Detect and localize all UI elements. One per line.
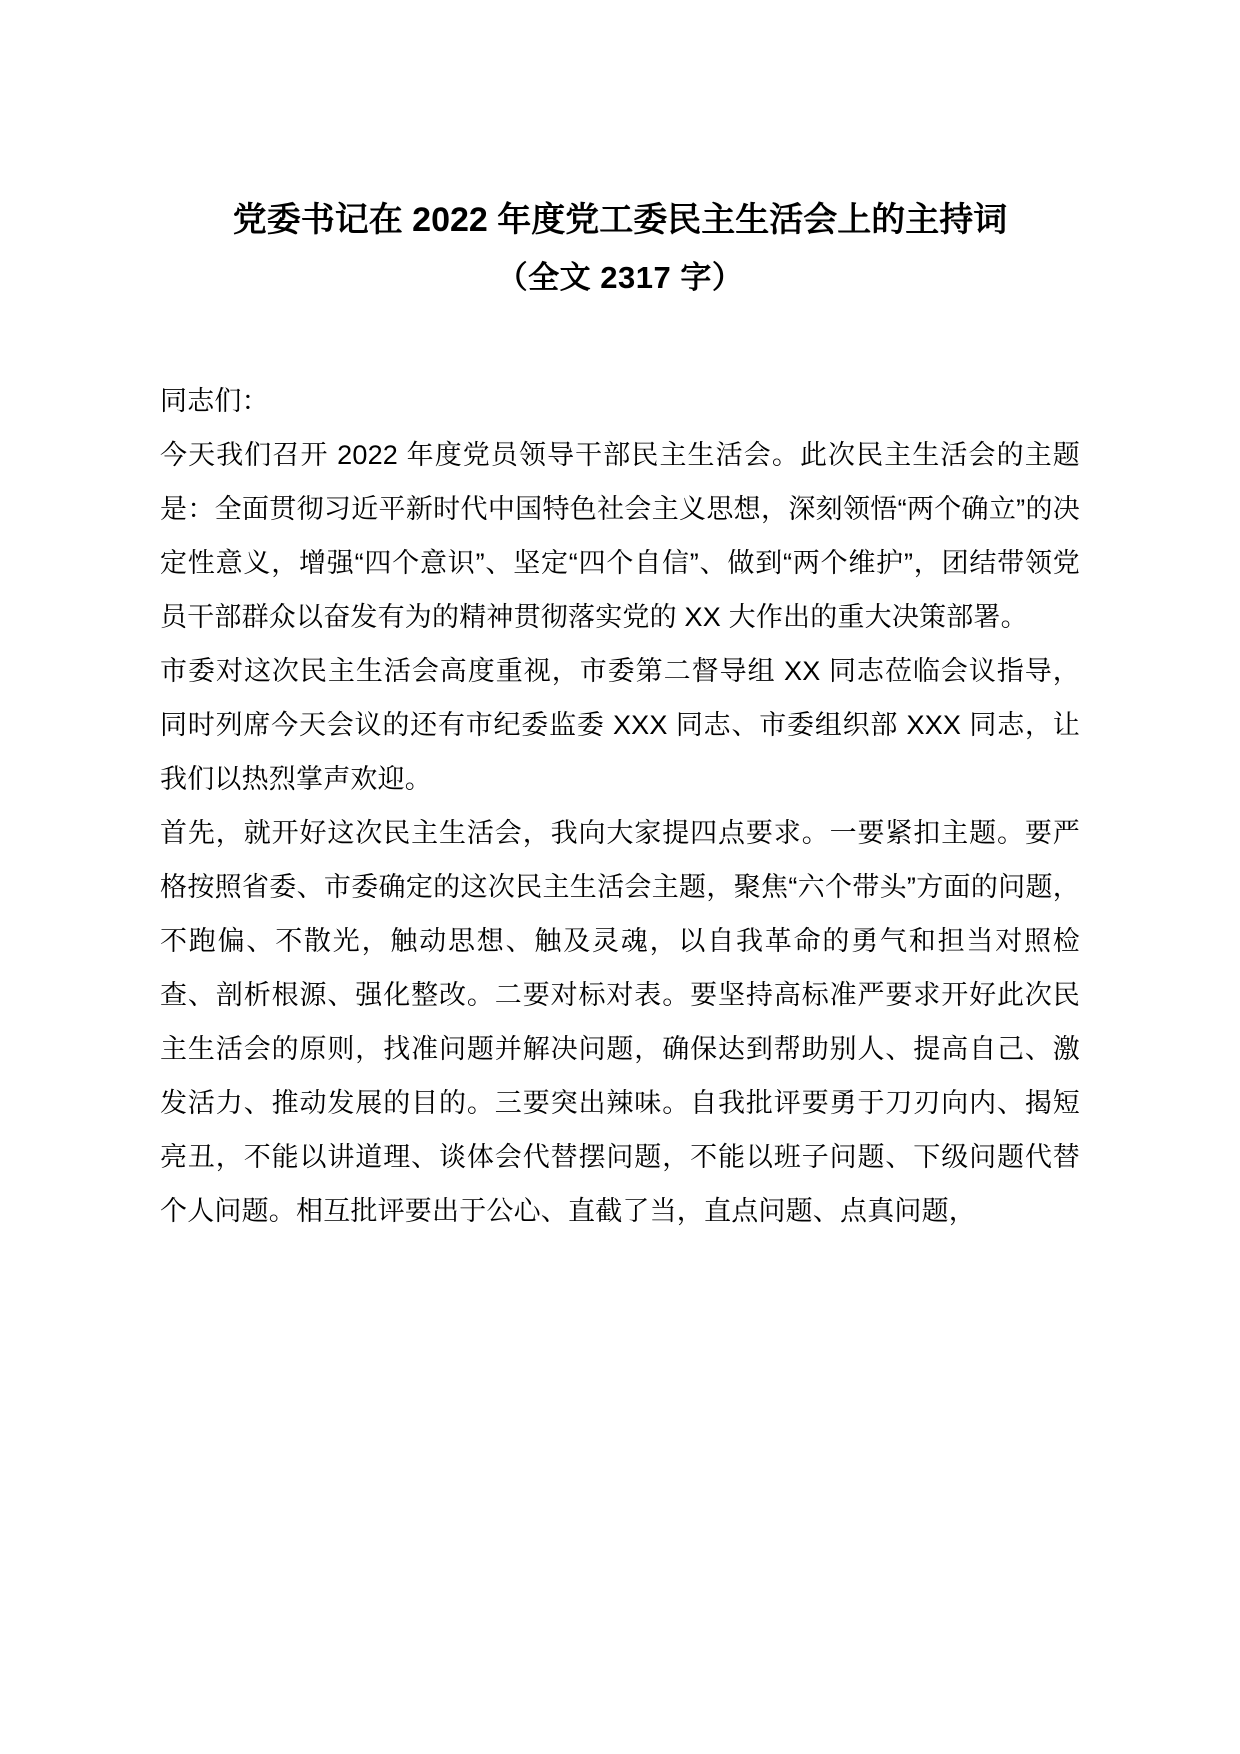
body-paragraph-3: 首先，就开好这次民主生活会，我向大家提四点要求。一要紧扣主题。要严格按照省委、市委确定的这次民主生活会主题，聚焦“六个带头”方面的问题，不跑偏、不散光，触动思想、触及灵魂，以自我革命的勇气和担当对照检查、剖析根源、强化整改。二要对标对表。要坚持高标准严要求开好此次民主生活会的原则，找准问题并解决问题，确保达到帮助别人、提高自己、激发活力、推动发展的目的。三要突出辣味。自我批评要勇于刀刃向内、揭短亮丑，不能以讲道理、谈体会代替摆问题，不能以班子问题、下级问题代替个人问题。相互批评要出于公心、直截了当，直点问题、点真问题， bbox=[160, 818, 1080, 1227]
body-paragraph-1: 今天我们召开 2022 年度党员领导干部民主生活会。此次民主生活会的主题是：全面贯彻习近平新时代中国特色社会主义思想，深刻领悟“两个确立”的决定性意义，增强“四个意识”、坚定“四个自信”、做到“两个维护”，团结带领党员干部群众以奋发有为的精神贯彻落实党的 XX 大作出的重大决策部署。 bbox=[160, 440, 1080, 633]
title-line-wordcount: （全文 2317 字） bbox=[496, 260, 744, 296]
title-line-primary: 党委书记在 2022 年度党工委民主生活会上的主持词 bbox=[232, 201, 1008, 239]
salutation: 同志们： bbox=[160, 386, 269, 417]
page-title bbox=[160, 196, 1080, 300]
body-paragraph-2: 市委对这次民主生活会高度重视，市委第二督导组 XX 同志莅临会议指导，同时列席今天会议的还有市纪委监委 XXX 同志、市委组织部 XXX 同志，让我们以热烈掌声欢迎。 bbox=[160, 656, 1080, 795]
document-body bbox=[160, 374, 1080, 1238]
